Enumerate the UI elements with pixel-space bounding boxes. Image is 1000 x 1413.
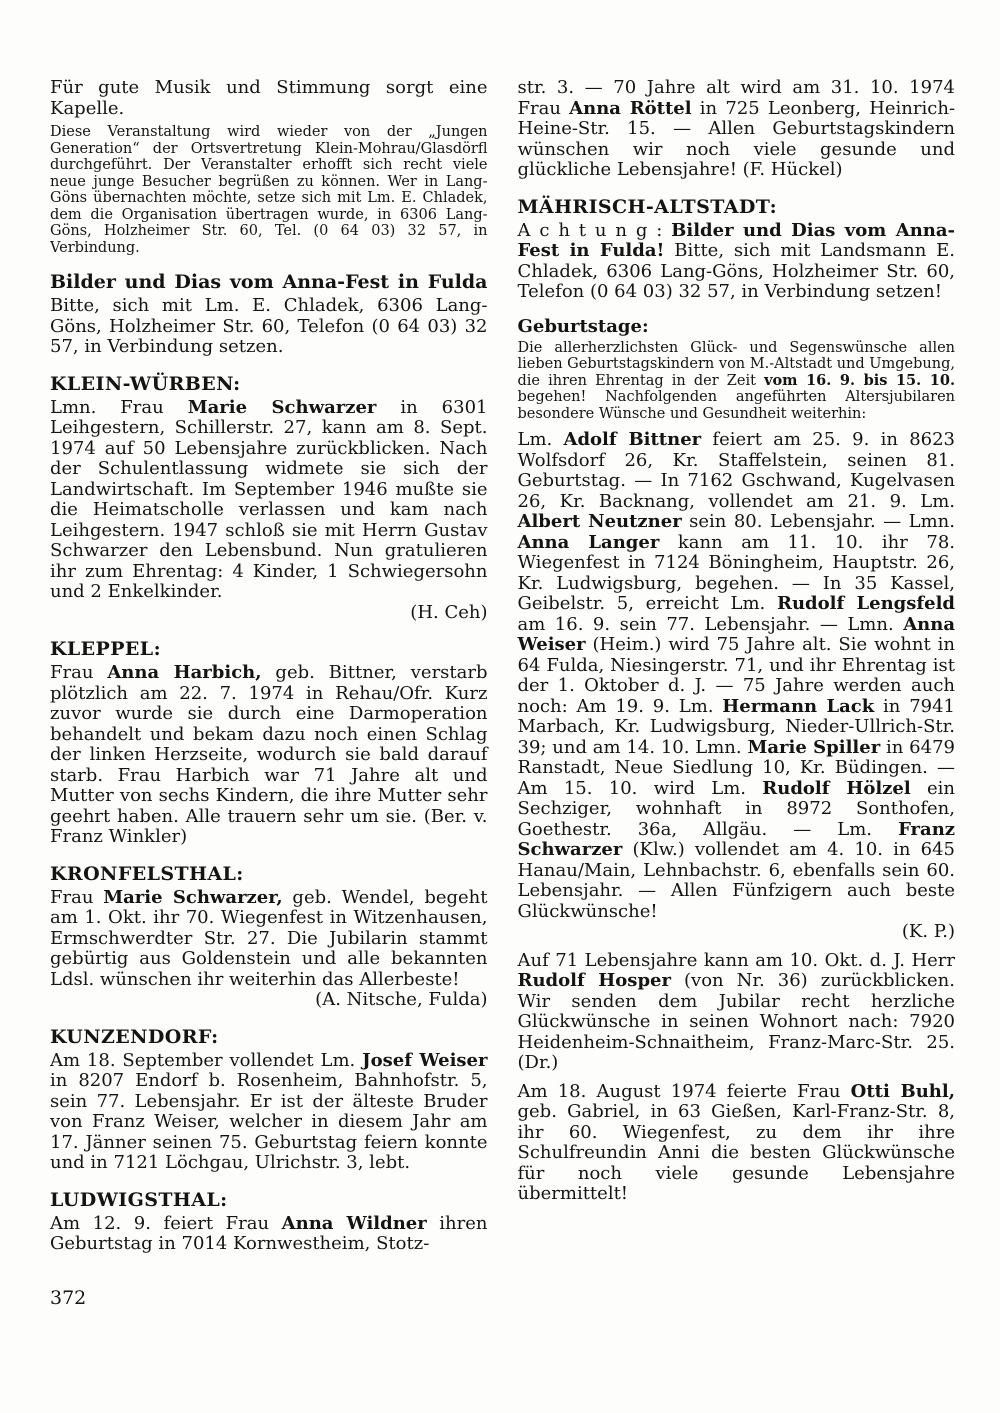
- section-heading: LUDWIGSTHAL:: [50, 1188, 228, 1211]
- paragraph: [518, 951, 956, 1074]
- text-run: Die allerherzlichsten Glück- und Segenswünsche allen lieben Geburtstagskindern von M.-Altstadt und Umgebung, die ihren Ehrentag in der Zeit: [517, 339, 955, 389]
- signature-line: (H. Ceh): [410, 601, 488, 623]
- bold-run: Rudolf Hosper: [517, 970, 671, 991]
- bold-run: Marie Schwarzer: [187, 396, 377, 418]
- text-run: str. 3. — 70 Jahre alt wird am 31. 10. 1974 Frau: [517, 77, 955, 119]
- text-run: kann am 11. 10. ihr 78. Wiegenfest in 7124 Böningheim, Hauptstr. 26, Kr. Ludwigsburg, begehen. — In 35 Kassel, Geibelstr. 5, erreicht Lm.: [517, 531, 955, 614]
- text-run: Lm.: [517, 429, 564, 450]
- bold-run: Hermann Lack: [722, 695, 875, 717]
- paragraph: [50, 398, 488, 603]
- signature-line: (A. Nitsche, Fulda): [315, 989, 488, 1010]
- bold-run: Anna Harbich,: [107, 662, 262, 683]
- section-heading: KLEIN-WÜRBEN:: [50, 372, 241, 395]
- article-headline: Bilder und Dias vom Anna-Fest in Fulda: [50, 271, 488, 293]
- section-heading: MÄHRISCH-ALTSTADT:: [517, 195, 777, 218]
- section-heading: KRONFELSTHAL:: [50, 862, 244, 885]
- text-run: in 7941 Marbach, Kr. Ludwigsburg, Nieder-Ullrich-Str. 39; und am 14. 10. Lmn.: [517, 695, 955, 758]
- text-run: Am 18. September vollendet Lm.: [50, 1049, 363, 1071]
- paragraph: [518, 430, 956, 922]
- paragraph: [50, 663, 488, 848]
- bold-run: Albert Neutzner: [517, 511, 682, 532]
- bold-run: Adolf Bittner: [563, 429, 702, 450]
- text-run: Auf 71 Lebensjahre kann am 10. Okt. d. J. Herr: [517, 949, 955, 971]
- text-run: in 6479 Ranstadt, Neue Siedlung 10, Kr. Büdingen. — Am 15. 10. wird Lm.: [517, 736, 955, 799]
- paragraph: [50, 78, 488, 119]
- text-run: Frau: [50, 662, 108, 683]
- paragraph: [518, 1082, 956, 1205]
- text-run: sein 80. Lebensjahr. — Lmn.: [681, 511, 955, 532]
- text-run: Bitte, sich mit Landsmann E. Chladek, 6306 Lang-Göns, Holzheimer Str. 60, Telefon (0 64 03) 32 57, in Verbindung setzen!: [517, 240, 955, 302]
- text-run: in 8207 Endorf b. Rosenheim, Bahnhofstr. 5, sein 77. Lebensjahr. Er ist der älteste Bruder von Franz Weiser, welcher in diesem Jahr am 17. Jänner seinen 75. Geburtstag feiern konnte und in 7121 Löchgau, Ulrichstr. 3, lebt.: [50, 1070, 488, 1173]
- text-run: (Klw.) vollendet am 4. 10. in 645 Hanau/Main, Lehnbachstr. 6, ebenfalls sein 60. Lebensjahr. — Allen Fünfzigern auch beste Glückwünsche!: [517, 839, 955, 922]
- paragraph: [50, 1214, 488, 1255]
- bold-run: Bilder und Dias vom Anna-Fest in Fulda!: [517, 219, 955, 261]
- paragraph: [518, 78, 956, 181]
- bold-run: Josef Weiser: [362, 1049, 488, 1071]
- text-run: (Heim.) wird 75 Jahre alt. Sie wohnt in 64 Fulda, Niesingerstr. 71, und ihr Ehrentag ist der 1. Oktober d. J. — 75 Jahre werden auch noch: Am 19. 9. Lm.: [517, 634, 955, 717]
- text-run: geb. Gabriel, in 63 Gießen, Karl-Franz-Str. 8, ihr 60. Wiegenfest, zu dem ihr ihre Schulfreundin Anni die besten Glückwünsche für noch viele gesunde Lebensjahre übermittelt!: [517, 1101, 955, 1204]
- right-column: [518, 78, 956, 1205]
- bold-run: Rudolf Hölzel: [762, 777, 911, 799]
- paragraph: [518, 340, 956, 423]
- text-run: geb. Wendel, begeht am 1. Okt. ihr 70. Wiegenfest in Witzenhausen, Ermschwerdter Str. 27. Die Jubilarin stammt gebürtig aus Goldenstein und alle bekannten Ldsl. wünschen ihr weiterhin das Allerbeste!: [50, 886, 488, 990]
- paragraph: [50, 888, 488, 991]
- bold-run: vom 16. 9. bis 15. 10.: [764, 371, 955, 389]
- text-run: Für gute Musik und Stimmung sorgt eine Kapelle.: [50, 77, 488, 119]
- text-run: geb. Bittner, verstarb plötzlich am 22. 7. 1974 in Rehau/Ofr. Kurz zuvor wurde sie durch eine Darmoperation behandelt und bekam dazu noch einen Schlag der linken Herzseite, wodurch sie bald darauf starb. Frau Harbich war 71 Jahre alt und Mutter von sechs Kindern, die ihre Mutter sehr geehrt haben. Alle trauern sehr um sie. (Ber. v. Franz Winkler): [50, 662, 488, 847]
- text-run: ein Sechziger, wohnhaft in 8972 Sonthofen, Goethestr. 36a, Allgäu. — Lm.: [517, 777, 955, 840]
- text-run: A c h t u n g :: [517, 219, 672, 241]
- paragraph: [50, 124, 488, 256]
- text-run: in 725 Leonberg, Heinrich-Heine-Str. 15. — Allen Geburtstagskindern wünschen wir noch viele gesunde und glückliche Lebensjahre! (F. Hückel): [517, 97, 956, 180]
- text-run: ihren Geburtstag in 7014 Kornwestheim, Stotz-: [50, 1212, 488, 1254]
- bold-run: Otti Buhl,: [850, 1080, 955, 1102]
- left-column: [50, 78, 488, 1309]
- text-run: feiert am 25. 9. in 8623 Wolfsdorf 26, Kr. Staffelstein, seinen 81. Geburtstag. — In 7162 Gschwand, Kugelvasen 26, Kr. Backnang, vollendet am 21. 9. Lm.: [517, 429, 956, 512]
- section-heading: KUNZENDORF:: [50, 1025, 219, 1048]
- bold-run: Marie Schwarzer,: [103, 886, 283, 908]
- page-number: 372: [50, 1286, 87, 1309]
- two-column-layout: [50, 78, 955, 1309]
- bold-run: Marie Spiller: [747, 736, 881, 758]
- text-run: (von Nr. 36) zurückblicken. Wir senden dem Jubilar recht herzliche Glückwünsche in seinen Wohnort nach: 7920 Heidenheim-Schnaitheim, Franz-Marc-Str. 25. (Dr.): [517, 970, 955, 1073]
- bold-run: Anna Röttel: [569, 97, 692, 119]
- bold-run: Anna Langer: [517, 531, 660, 553]
- paragraph: [518, 221, 956, 303]
- text-run: Frau: [50, 886, 104, 908]
- paragraph: [50, 1051, 488, 1174]
- sub-heading: Geburtstage:: [517, 315, 649, 337]
- bold-run: Rudolf Lengsfeld: [776, 593, 955, 614]
- bold-run: Franz Schwarzer: [517, 818, 955, 860]
- text-run: Lmn. Frau: [50, 396, 188, 418]
- text-run: Bitte, sich mit Lm. E. Chladek, 6306 Lang-Göns, Holzheimer Str. 60, Telefon (0 64 03) 32 57, in Verbindung setzen.: [50, 295, 488, 357]
- bold-run: Anna Weiser: [517, 613, 955, 655]
- text-run: Am 12. 9. feiert Frau: [50, 1212, 282, 1234]
- signature-line: (K. P.): [901, 921, 955, 942]
- text-run: begehen! Nachfolgenden angeführten Altersjubilaren besondere Wünsche und Gesundheit weiterhin:: [517, 389, 955, 422]
- text-run: Am 18. August 1974 feierte Frau: [517, 1080, 851, 1102]
- section-heading: KLEPPEL:: [50, 638, 161, 660]
- bold-run: Anna Wildner: [281, 1212, 427, 1234]
- paragraph: [50, 296, 488, 358]
- text-run: in 6301 Leihgestern, Schillerstr. 27, kann am 8. Sept. 1974 auf 50 Lebensjahre zurückblicken. Nach der Schulentlassung widmete sie sich der Landwirtschaft. Im September 1946 mußte sie die Heimatscholle verlassen und kam nach Leihgestern. 1947 schloß sie mit Herrn Gustav Schwarzer den Lebensbund. Nun gratulieren ihr zum Ehrentag: 4 Kinder, 1 Schwiegersohn und 2 Enkelkinder.: [50, 396, 488, 602]
- text-run: Diese Veranstaltung wird wieder von der „Jungen Generation“ der Ortsvertretung Klein-Mohrau/Glasdörfl durchgeführt. Der Veranstalter erhofft sich recht viele neue junge Besucher begrüßen zu können. Wer in Lang-Göns übernachten möchte, setze sich mit Lm. E. Chladek, dem die Organisation übertragen wurde, in 6306 Lang-Göns, Holzheimer Str. 60, Tel. (0 64 03) 32 57, in Verbindung.: [50, 124, 488, 256]
- text-run: am 16. 9. sein 77. Lebensjahr. — Lmn.: [517, 613, 904, 635]
